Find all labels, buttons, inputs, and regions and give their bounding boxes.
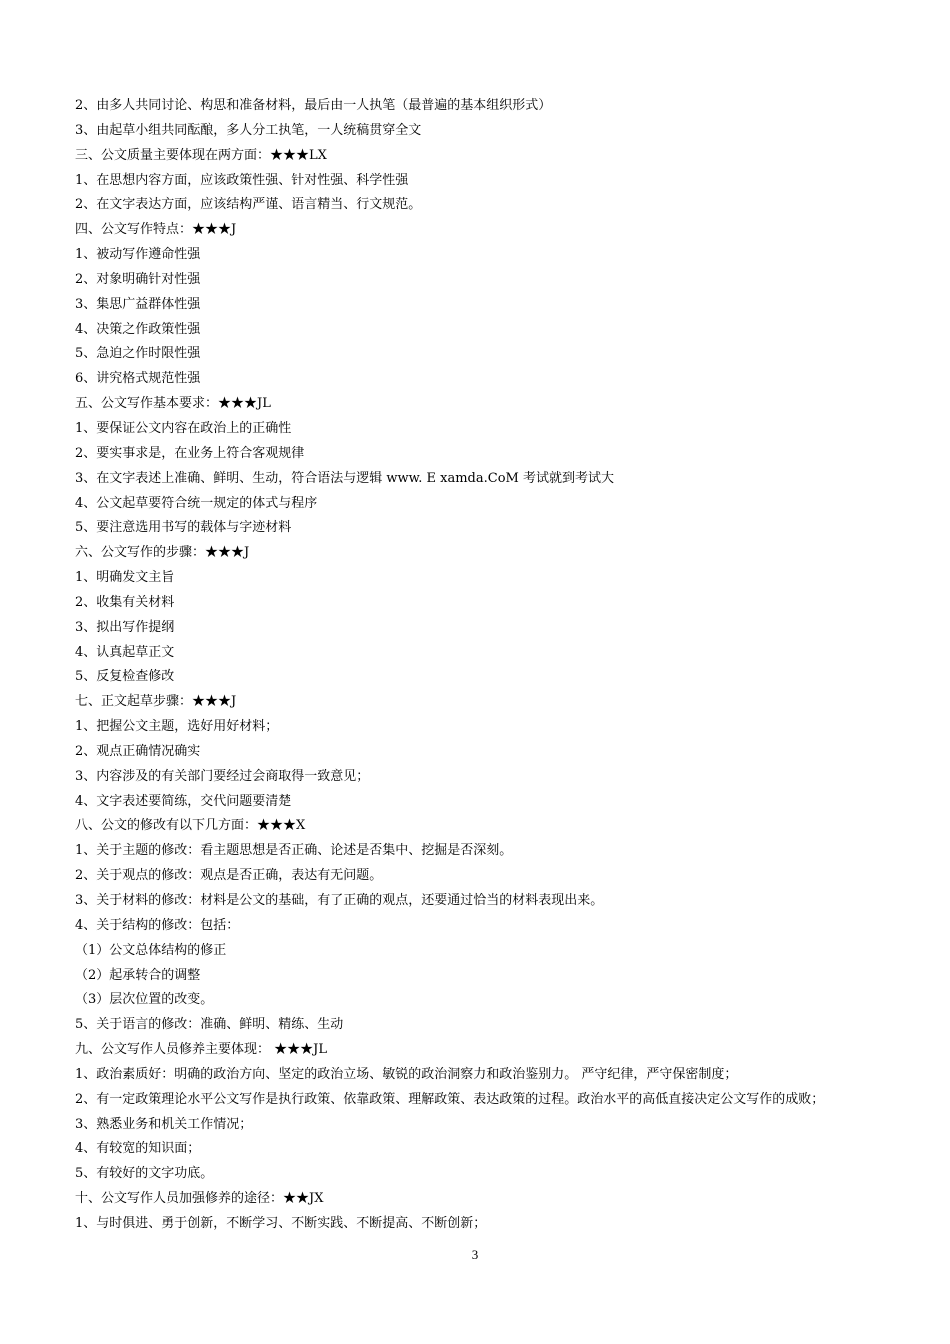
text-line: 五、公文写作基本要求：★★★JL [75,396,271,412]
text-line: 1、要保证公文内容在政治上的正确性 [75,420,292,436]
text-line: 4、认真起草正文 [75,644,175,660]
text-line: 5、反复检查修改 [75,669,175,685]
text-line: 2、由多人共同讨论、构思和准备材料，最后由一人执笔（最普遍的基本组织形式） [75,98,552,113]
text-line: 3、由起草小组共同酝酿，多人分工执笔，一人统稿贯穿全文 [75,122,422,138]
text-line: 5、关于语言的修改：准确、鲜明、精练、生动 [75,1017,344,1033]
text-line: （1）公文总体结构的修正 [75,942,227,958]
text-line: 5、急迫之作时限性强 [75,346,201,362]
text-line: 2、在文字表达方面，应该结构严谨、语言精当、行文规范。 [75,197,422,213]
text-line: 3、内容涉及的有关部门要经过会商取得一致意见； [75,768,370,784]
text-line: 4、公文起草要符合统一规定的体式与程序 [75,495,318,511]
text-line: 4、决策之作政策性强 [75,321,201,337]
text-line: 2、对象明确针对性强 [75,271,201,287]
text-line: 1、在思想内容方面，应该政策性强、针对性强、科学性强 [75,172,409,188]
text-line: 八、公文的修改有以下几方面：★★★X [75,818,306,834]
text-line: 1、与时俱进、勇于创新，不断学习、不断实践、不断提高、不断创新； [75,1215,487,1231]
text-line: 5、有较好的文字功底。 [75,1166,214,1182]
text-line: （2）起承转合的调整 [75,967,201,983]
text-line: 2、收集有关材料 [75,594,175,610]
text-line: 3、关于材料的修改：材料是公文的基础，有了正确的观点，还要通过恰当的材料表现出来。 [75,893,604,908]
text-line: 3、集思广益群体性强 [75,296,201,312]
text-line: 2、要实事求是，在业务上符合客观规律 [75,445,305,461]
text-line: 三、公文质量主要体现在两方面：★★★LX [75,147,327,163]
text-line: 七、正文起草步骤：★★★J [75,694,237,710]
text-line: 6、讲究格式规范性强 [75,371,201,387]
text-line: 2、关于观点的修改：观点是否正确，表达有无问题。 [75,868,383,884]
text-line: 1、关于主题的修改：看主题思想是否正确、论述是否集中、挖掘是否深刻。 [75,843,513,859]
text-line: 四、公文写作特点：★★★J [75,222,237,238]
document-body [75,94,935,1237]
text-line: 4、关于结构的修改：包括： [75,917,240,933]
text-line: 3、熟悉业务和机关工作情况； [75,1116,253,1132]
text-line: 4、有较宽的知识面； [75,1141,201,1157]
text-line: （3）层次位置的改变。 [75,992,214,1008]
text-line: 3、在文字表述上准确、鲜明、生动，符合语法与逻辑 www. E xamda.CoM 考试就到考试大 [75,470,614,486]
text-line: 1、政治素质好：明确的政治方向、坚定的政治立场、敏锐的政治洞察力和政治鉴别力。 严守纪律，严守保密制度； [75,1066,738,1082]
text-line: 十、公文写作人员加强修养的途径：★★JX [75,1191,324,1207]
text-line: 3、拟出写作提纲 [75,619,175,635]
text-line: 1、把握公文主题，选好用好材料； [75,719,279,735]
text-line: 六、公文写作的步骤：★★★J [75,545,250,561]
text-line: 4、文字表述要简练，交代问题要清楚 [75,793,292,809]
page-number: 3 [471,1247,479,1262]
text-line: 2、观点正确情况确实 [75,743,201,759]
text-line: 2、有一定政策理论水平公文写作是执行政策、依靠政策、理解政策、表达政策的过程。政治水平的高低直接决定公文写作的成败； [75,1091,825,1107]
text-line: 1、明确发文主旨 [75,570,175,586]
text-line: 九、公文写作人员修养主要体现： ★★★JL [75,1042,327,1058]
text-line: 5、要注意选用书写的载体与字迹材料 [75,520,292,536]
text-line: 1、被动写作遵命性强 [75,247,201,263]
